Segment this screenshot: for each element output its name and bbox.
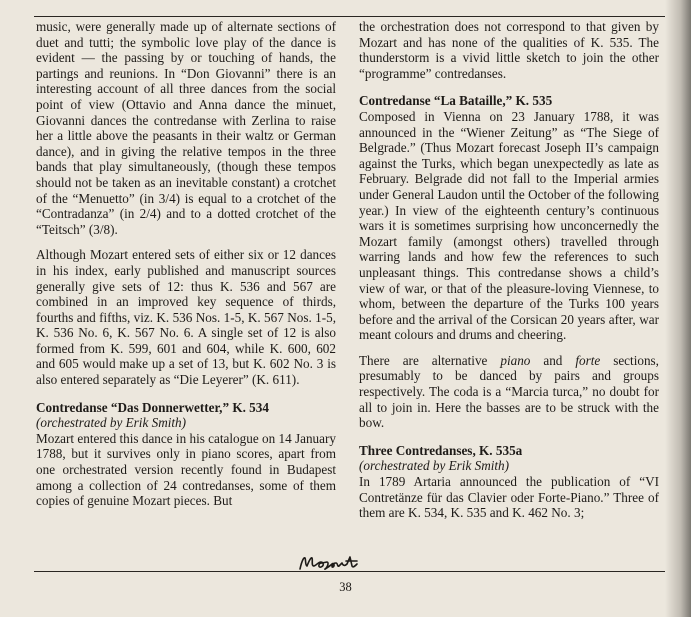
section-heading: Three Contredanses, K. 535a	[359, 442, 523, 458]
paragraph	[359, 353, 659, 431]
page-number: 38	[339, 580, 352, 594]
bottom-rule	[34, 571, 665, 572]
top-rule	[34, 16, 665, 17]
italic-term: piano	[500, 352, 531, 368]
paragraph: the orchestration does not correspond to that given by Mozart and has none of the qualities of K. 535. The thunderstorm is a vivid little sketch to join the other “programme” contredanses.	[359, 19, 659, 81]
text-run: and	[530, 352, 576, 368]
section-subtitle: (orchestrated by Erik Smith)	[36, 415, 187, 431]
paragraph: Although Mozart entered sets of either six or 12 dances in his index, early published and manuscript sources generally give sets of 12: thus K. 536 and 567 are combined in an improved key sequence of thirds, fourths and fifths, viz. K. 536 Nos. 1-5, K. 567 Nos. 1-5, K. 536 No. 6, K. 567 No. 6. A single set of 12 is also formed from K. 599, 601 and 604, while K. 600, 602 and 605 would make up a set of 13, but K. 602 No. 3 is also entered separately as “Die Leyerer” (K. 611).	[36, 247, 336, 388]
text-run: sections, presumably to be danced by pairs and groups respectively. The coda is a “Marcia turca,” no doubt for all to join in. Here the basses are to be struck with the bow.	[359, 352, 659, 431]
paragraph: music, were generally made up of alternate sections of duet and tutti; the symbolic love play of the dance is evident — the passing by or touching of hands, the partings and reunions. In “Don Giovanni” there is an interesting account of all three dances from the social point of view (Ottavio and Anna dance the minuet, Giovanni dances the contredanse with Zerlina to raise her a little above the peasants in their waltz or German dance), and in giving the relative tempos in the three bands that play simultaneously, (though these tempos should not be taken as an inevitable constant) a crotchet of the “Menuetto” (in 3/4) is equal to a crotchet of the “Contradanza” (in 2/4) and to a dotted crotchet of the “Teitsch” (3/8).	[36, 19, 336, 237]
paragraph: In 1789 Artaria announced the publication of “VI Contretänze für das Clavier oder Forte-Piano.” Three of them are K. 534, K. 535 and K. 462 No. 3;	[359, 474, 659, 521]
left-column	[36, 19, 336, 509]
paragraph: Mozart entered this dance in his catalogue on 14 January 1788, but it survives only in piano scores, apart from one orchestrated version recently found in Budapest among a collection of 24 contredanses, some of them copies of genuine Mozart pieces. But	[36, 430, 336, 509]
section-heading: Contredanse “La Bataille,” K. 535	[359, 93, 553, 109]
section-subtitle: (orchestrated by Erik Smith)	[359, 458, 510, 474]
right-column	[359, 19, 659, 521]
section-heading: Contredanse “Das Donnerwetter,” K. 534	[36, 399, 269, 415]
paragraph: Composed in Vienna on 23 January 1788, it was announced in the “Wiener Zeitung” as “The Siege of Belgrade.” (Thus Mozart forecast Joseph II’s campaign against the Turks, which began unexpectedly as late as February. Belgrade did not fall to the Imperial armies under General Laudon until the October of the following year.) In view of the eighteenth century’s continuous wars it is sometimes surprising how unconcernedly the Mozart family (amongst others) travelled through warring lands and how few the references to such unpleasant things. This contredanse shows a child’s view of war, or that of the pleasure-loving Viennese, to whom, between the departure of the Turks 100 years before and the arrival of the Corsican 20 years after, war meant colours and drums and cheering.	[359, 108, 659, 343]
text-run: There are alternative	[359, 352, 501, 368]
italic-term: forte	[575, 352, 601, 368]
book-binding-shadow	[665, 0, 691, 617]
